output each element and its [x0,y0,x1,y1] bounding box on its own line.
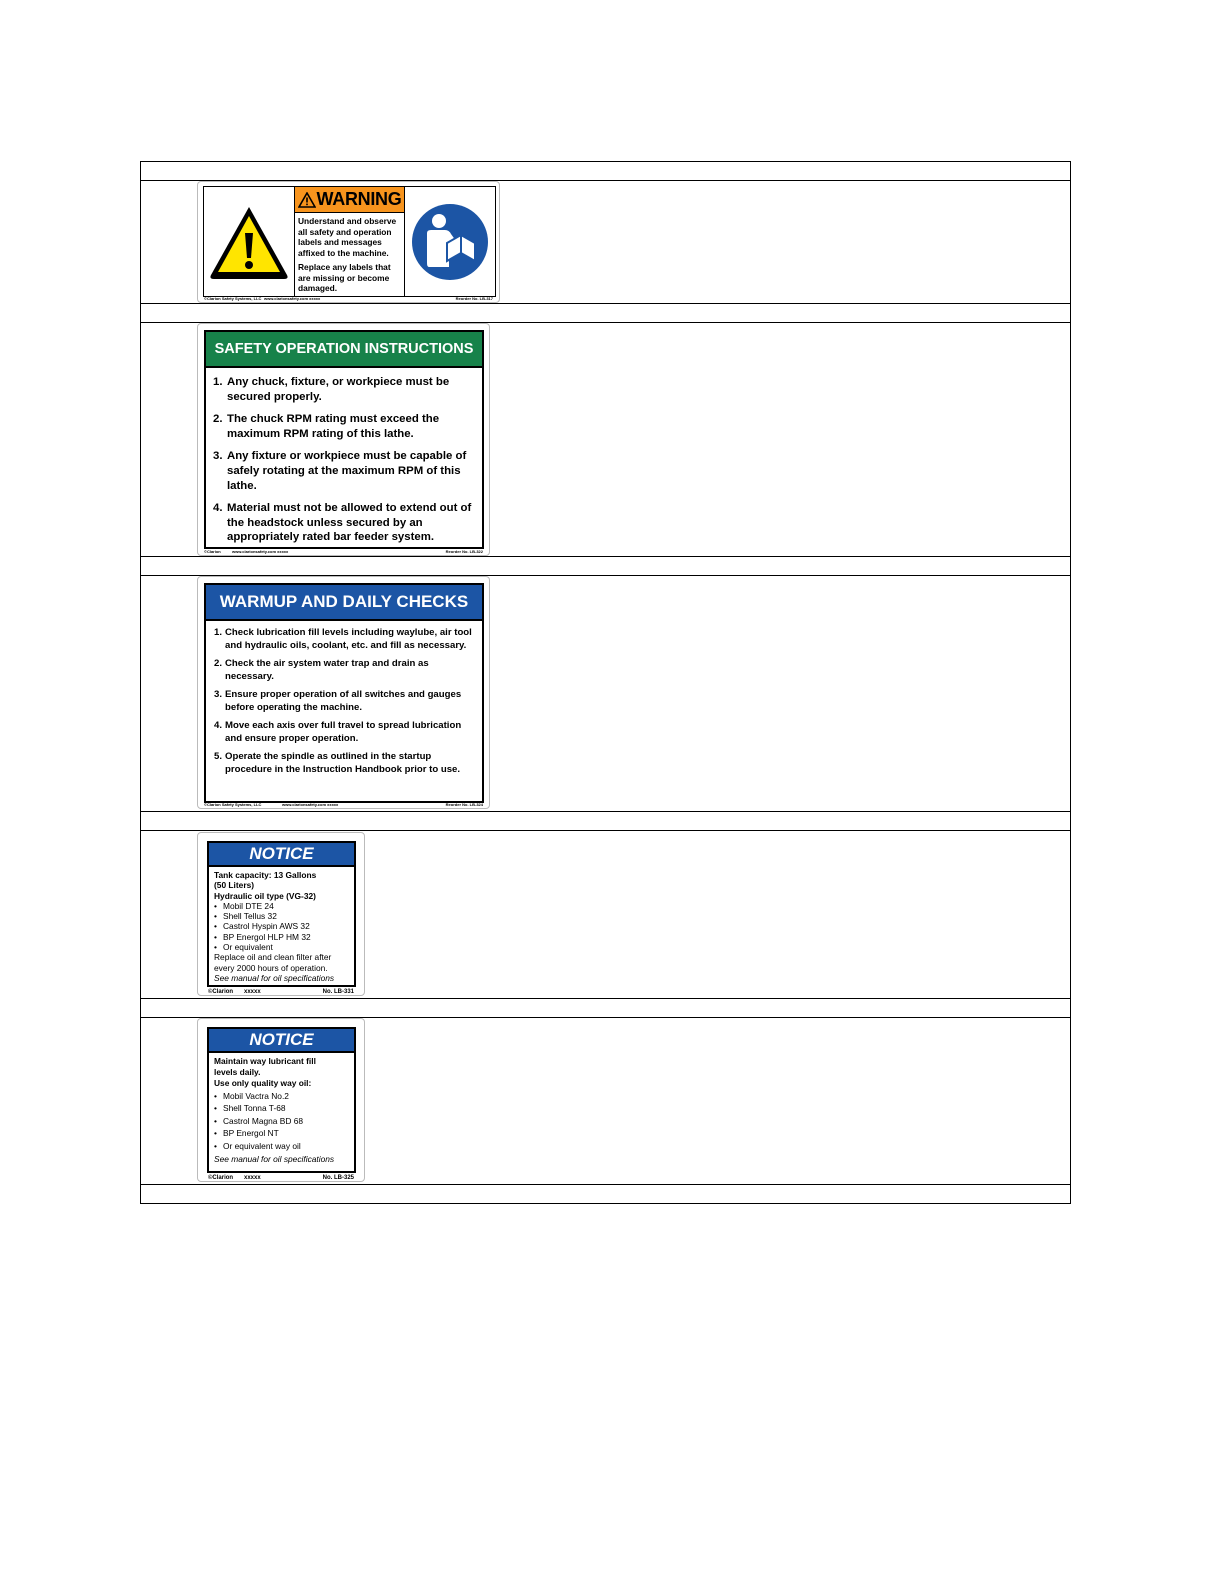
warning-label [197,181,500,303]
list-item [214,720,478,745]
warmup-header: WARMUP AND DAILY CHECKS [206,585,482,621]
item-number: 4. [214,720,223,731]
item-text: The chuck RPM rating must exceed the maximum RPM rating of this lathe. [227,413,440,440]
list-item [214,689,478,714]
row-divider [141,811,1070,812]
item-text: Any fixture or workpiece must be capable of safely rotating at the maximum RPM of this lathe. [227,450,467,492]
footer-code: xxxxx [244,989,261,995]
item-number: 1. [213,376,223,388]
footer-copyright: ©Clarion Safety Systems, LLC [204,802,262,807]
row-divider [141,830,1070,831]
warmup-label-frame [204,583,484,803]
item-text: Check lubrication fill levels including waylube, air tool and hydraulic oils, coolant, etc. and fill as necessary. [225,627,472,651]
item-number: 3. [214,689,223,700]
item-text: Ensure proper operation of all switches and gauges before operating the machine. [225,689,462,713]
safety-label-frame [204,330,484,549]
safety-instructions-label [197,323,490,556]
warning-small-triangle-icon [298,192,316,208]
tank-capacity-liters: (50 Liters) [214,880,255,891]
list-item [214,627,478,652]
row-divider [141,998,1070,999]
item-number: 2. [213,413,223,426]
warning-triangle-panel [204,187,295,296]
footer-reorder: No. LB-331 [322,989,354,995]
item-text: Operate the spindle as outlined in the startup procedure in the Instruction Handbook prior to use. [225,751,461,775]
footer-reorder: Reorder No. LB-324 [445,802,483,807]
replace-interval: every 2000 hours of operation. [214,962,328,973]
warning-triangle-icon [207,203,291,281]
hydraulic-oil-notice-label [197,832,365,996]
list-item [214,658,478,683]
notice-body [209,867,354,983]
oil-list [214,901,350,952]
list-item: • Or equivalent [214,942,350,952]
warning-text-panel [295,187,405,296]
item-number: 4. [213,502,223,515]
item-text: Check the air system water trap and drain as necessary. [225,658,429,682]
warning-header [295,187,404,213]
safety-header: SAFETY OPERATION INSTRUCTIONS [206,332,482,368]
row-divider [141,1184,1070,1185]
warning-paragraph: Replace any labels that are missing or become damaged. [298,262,391,293]
warning-paragraph: Understand and observe all safety and operation labels and messages affixed to the machine. [298,216,397,258]
notice-frame [207,841,356,987]
list-item: • Mobil Vactra No.2 [214,1090,350,1103]
footer-copyright: ©Clarion [208,989,234,995]
list-item: • Castrol Magna BD 68 [214,1115,350,1128]
footer-website: www.clarionsafety.com xxxxx [282,802,339,807]
footer-copyright: ©Clarion [204,549,221,554]
footer-website: www.clarionsafety.com xxxxx [232,549,289,554]
list-item: • BP Energol HLP HM 32 [214,932,350,942]
maintain-instruction: Maintain way lubricant fill [214,1056,316,1066]
list-item: • BP Energol NT [214,1127,350,1140]
footer-copyright: ©Clarion [208,1175,234,1181]
footer-reorder: No. LB-325 [322,1175,354,1181]
list-item [213,501,476,545]
footer-reorder: Reorder No. LB-322 [445,549,483,554]
safety-footer [204,549,483,554]
oil-type: Use only quality way oil: [214,1078,312,1088]
item-text: Move each axis over full travel to spread lubrication and ensure proper operation. [225,720,462,744]
list-item: • Shell Tonna T-68 [214,1102,350,1115]
list-item: • Mobil DTE 24 [214,901,350,911]
list-item: • Castrol Hyspin AWS 32 [214,921,350,931]
list-item [213,449,476,493]
see-manual-note: See manual for oil specifications [214,1153,335,1164]
item-text: Any chuck, fixture, or workpiece must be secured properly. [227,376,450,403]
warning-label-frame [203,186,496,297]
footer-copyright: ©Clarion Safety Systems, LLC [204,296,262,301]
warmup-footer [204,802,483,807]
item-text: Material must not be allowed to extend out of the headstock unless secured by an appropriately rated bar feeder system. [227,502,472,544]
list-item [213,375,476,404]
item-number: 2. [214,658,223,669]
item-number: 3. [213,450,223,463]
row-divider [141,303,1070,304]
item-number: 1. [214,627,223,638]
notice-header: NOTICE [209,1029,354,1053]
tank-capacity: Tank capacity: 13 Gallons [214,870,317,880]
footer-code: xxxxx [244,1175,261,1181]
list-item: • Shell Tellus 32 [214,911,350,921]
notice-header: NOTICE [209,843,354,867]
warning-header-text: WARNING [316,189,402,209]
replace-instruction: Replace oil and clean filter after [214,952,332,963]
oil-list [214,1090,350,1153]
oil-type: Hydraulic oil type (VG-32) [214,890,316,901]
row-divider [141,556,1070,557]
read-manual-icon [411,203,489,281]
list-item: • Or equivalent way oil [214,1140,350,1153]
footer-reorder: Reorder No. LB-317 [455,296,493,301]
see-manual-note: See manual for oil specifications [214,972,335,983]
safety-list [206,368,482,545]
notice-footer [208,989,354,995]
notice-frame [207,1027,356,1173]
warning-body [295,213,404,294]
way-oil-notice-label [197,1018,365,1182]
footer-website: www.clarionsafety.com xxxxx [264,296,321,301]
notice-footer [208,1175,354,1181]
notice-body [209,1053,354,1165]
warmup-list [206,621,482,776]
read-manual-panel [405,187,495,296]
warning-footer [204,296,493,301]
maintain-frequency: levels daily. [214,1066,261,1077]
list-item [214,751,478,776]
warmup-checks-label [197,576,490,809]
list-item [213,412,476,441]
item-number: 5. [214,751,223,762]
